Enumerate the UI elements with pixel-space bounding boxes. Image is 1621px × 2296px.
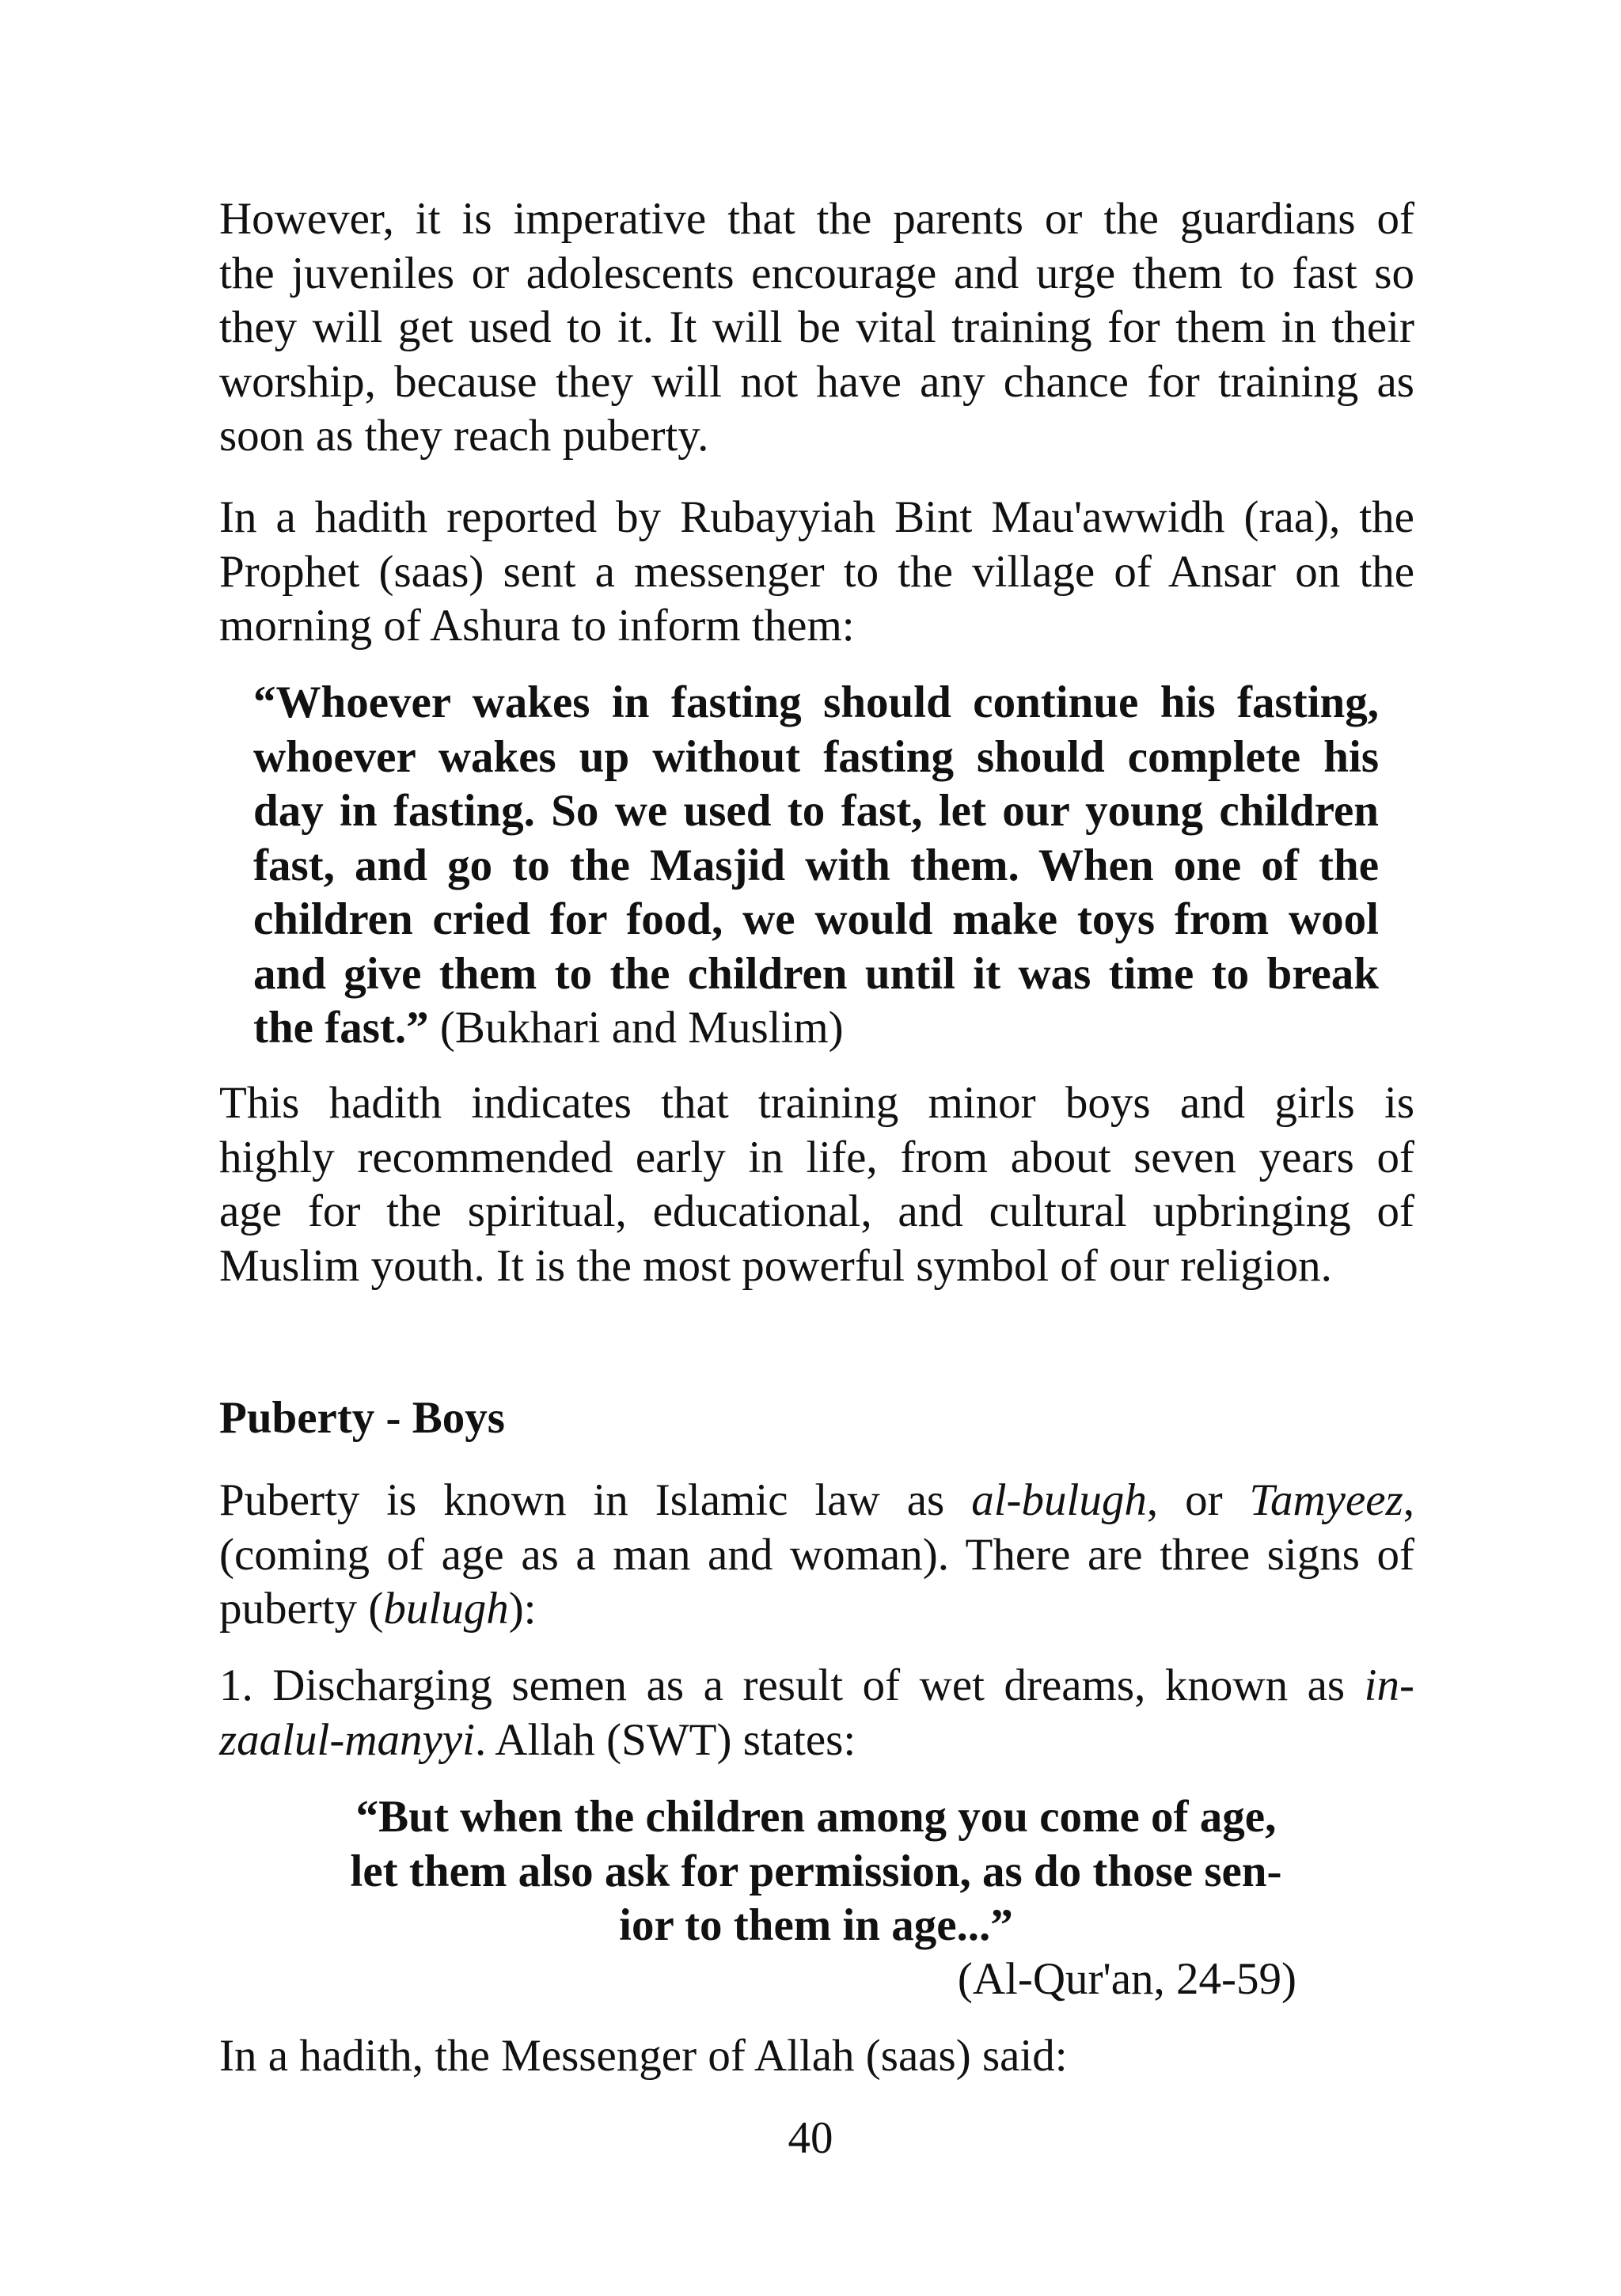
text-line [219, 1474, 1414, 1528]
quote-line: children cried for food, we would make toys from wool [253, 894, 1379, 944]
paragraph-parents-encourage-fasting [219, 192, 1414, 464]
quote-line: fast, and go to the Masjid with them. When one of the [253, 840, 1379, 890]
text-line: highly recommended early in life, from about seven years of [219, 1132, 1414, 1182]
verse-line: let them also ask for permission, as do those sen- [350, 1846, 1282, 1896]
text-run: , or [1146, 1475, 1250, 1525]
quote-line: day in fasting. So we used to fast, let our young children [253, 786, 1379, 836]
italic-term: zaalul-manyyi [219, 1714, 475, 1765]
text-line [219, 1582, 1414, 1637]
quote-line-last [253, 1001, 1379, 1056]
hadith-quote-block [253, 676, 1379, 1056]
paragraph-puberty-definition [219, 1474, 1414, 1637]
text-line: the juveniles or adolescents encourage and urge them to fast so [219, 248, 1414, 298]
text-run: . Allah (SWT) states: [474, 1714, 856, 1765]
text-run: 1. Discharging semen as a result of wet dreams, known as [219, 1660, 1365, 1710]
text-line: In a hadith, the Messenger of Allah (saas) said: [219, 2031, 1068, 2081]
quote-line: “Whoever wakes in fasting should continue his fasting, [253, 677, 1379, 727]
text-line: they will get used to it. It will be vital training for them in their [219, 302, 1414, 352]
quote-line: and give them to the children until it was time to break [253, 948, 1379, 999]
italic-term: Tamyeez [1249, 1475, 1403, 1525]
text-run: Puberty is known in Islamic law as [219, 1475, 972, 1525]
paragraph-hadith-lead [219, 2029, 1414, 2084]
text-line: worship, because they will not have any chance for training as [219, 356, 1414, 407]
text-line: (coming of age as a man and woman). There are three signs of [219, 1529, 1414, 1580]
quote-source: (Bukhari and Muslim) [428, 1003, 844, 1053]
italic-term: al-bulugh [971, 1475, 1147, 1525]
paragraph-hadith-commentary [219, 1076, 1414, 1293]
verse-citation: (Al-Qur'an, 24-59) [957, 1954, 1296, 2004]
quote-line: whoever wakes up without fasting should complete his [253, 731, 1379, 782]
paragraph-hadith-intro [219, 491, 1414, 654]
text-line [219, 1659, 1414, 1713]
text-run: puberty ( [219, 1584, 384, 1634]
verse-line: “But when the children among you come of age, [355, 1792, 1277, 1842]
paragraph-sign-one [219, 1659, 1414, 1767]
text-line: Muslim youth. It is the most powerful symbol of our religion. [219, 1240, 1332, 1291]
text-run: , [1403, 1475, 1415, 1525]
text-line: soon as they reach puberty. [219, 411, 709, 461]
text-line: age for the spiritual, educational, and cultural upbringing of [219, 1186, 1414, 1236]
text-line: Prophet (saas) sent a messenger to the village of Ansar on the [219, 546, 1414, 597]
verse-line: ior to them in age...” [619, 1900, 1013, 1950]
text-line: In a hadith reported by Rubayyiah Bint Mau'awwidh (raa), the [219, 492, 1414, 542]
text-line: However, it is imperative that the parents or the guardians of [219, 194, 1414, 244]
section-heading: Puberty - Boys [219, 1393, 505, 1443]
text-line: morning of Ashura to inform them: [219, 601, 855, 651]
quran-verse-block [253, 1790, 1379, 1953]
quote-end-text: the fast.” [253, 1003, 429, 1053]
italic-term: bulugh [383, 1584, 509, 1634]
italic-term: in- [1364, 1660, 1414, 1710]
page-number: 40 [788, 2113, 833, 2163]
text-line [219, 1713, 1414, 1768]
text-line: This hadith indicates that training minor boys and girls is [219, 1078, 1414, 1128]
text-run: ): [508, 1584, 537, 1634]
